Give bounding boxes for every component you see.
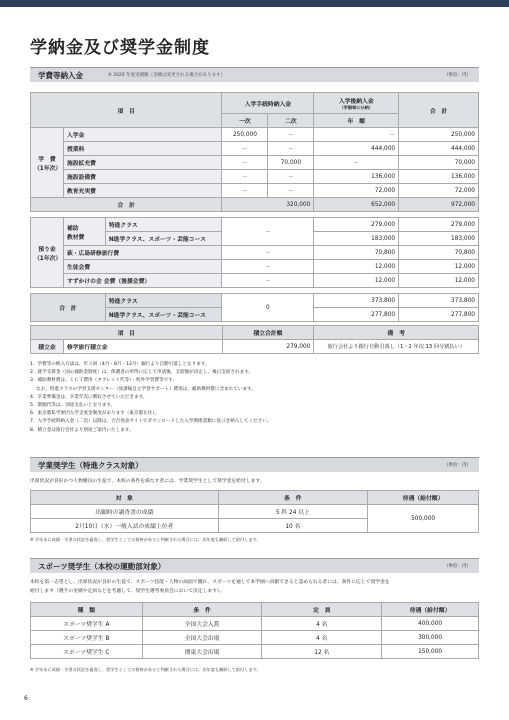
table-row: 学 費 （1年次） 入学金 250,000 － － 250,000 xyxy=(31,128,479,142)
page-number: 6 xyxy=(24,695,28,702)
reserve-table: 項 目 積立合計額 備 考 積立金 修学旅行積立金 279,000 旅行会社より銀行自動引落し（1・2 年次 13 回分割払い） xyxy=(30,325,479,354)
fees-table xyxy=(30,92,479,322)
academic-table: 対 象 条 件 待遇（給付額） 出願時の調査書の成績 5 科 24 以上 500,000 2月10日（水）一般入試の成績上位者 10 名 xyxy=(30,490,479,533)
table-row: 積立金 修学旅行積立金 279,000 旅行会社より銀行自動引落し（1・2 年次 13 回分割払い） xyxy=(31,340,479,354)
table-row: 施設拡充費 － 70,000 － 70,000 xyxy=(31,156,479,170)
fees-header-after: 入学後納入金 （学期毎に分納） xyxy=(314,93,399,114)
table-row: N進学クラス、スポーツ・芸能コース 183,000 183,000 xyxy=(31,232,479,246)
fees-section-header xyxy=(30,67,479,82)
table-row: 萩・広島研修旅行費 － 70,800 70,800 xyxy=(31,246,479,260)
fees-header-second: 二次 xyxy=(268,114,314,128)
deposit-group-label: 預り金 （1年次） xyxy=(31,218,64,288)
table-row: 授業料 － － 444,000 444,000 xyxy=(31,142,479,156)
sports-intro: 本校を第一志望とし、出席状況が良好の生徒で、スポーツ技能・人物の両面で優れ、スポーツを通して本学園へ貢献できると認められる者には、条件に応じて奨学金を 給付します（選手の実績や定員などを考慮して、奨学生選考委員会において決定します）。 xyxy=(30,580,390,594)
top-color-bar xyxy=(0,0,509,7)
table-row: 2月10日（水）一般入試の成績上位者 10 名 xyxy=(31,519,479,533)
academic-section-header: 学業奨学生（特進クラス対象） （単位：円） xyxy=(30,457,479,472)
fees-unit: （単位：円） xyxy=(444,73,471,78)
table-row: 預り金 （1年次） 補助 教材費 特進クラス － 279,000 279,000 xyxy=(31,218,479,232)
table-row: すずかけの会 会費（後援会費） － 12,000 12,000 xyxy=(31,274,479,288)
table-row: スポーツ奨学生 B 全国大会出場 4 名 300,000 xyxy=(31,631,479,645)
table-row: スポーツ奨学生 A 全国大会入賞 4 名 400,000 xyxy=(31,617,479,631)
table-row: スポーツ奨学生 C 関東大会出場 12 名 150,000 xyxy=(31,645,479,659)
fees-header-annual: 年 額 xyxy=(314,114,399,128)
sports-section-header: スポーツ奨学生（本校の運動部対象） （単位：円） xyxy=(30,558,479,573)
grand-total-row: 合 計 特進クラス 0 373,800 373,800 xyxy=(31,294,479,308)
table-row: 教育充実費 － － 72,000 72,000 xyxy=(31,184,479,198)
sports-table: 種 類 条 件 定 員 待遇（給付額） スポーツ奨学生 A 全国大会入賞 4 名 400,000 スポーツ奨学生 B 全国大会出場 4 名 300,000 スポーツ奨学生 C 関東大会出場 12 名 150,000 xyxy=(30,602,479,659)
sports-footnote: ※ 学年末に成績・学習の状況を審査し、奨学生としての資格があると判断された場合には、次年度も継続して給付します。 xyxy=(30,667,261,672)
fee-notes: 1．学費等の納入方法は、年３回（4月・8月・12月）銀行より自動引落しとなります。 2．就学支援金（国の補助金制度）は、保護者の所得に応じて申請後、支給額が決定し、後日支給されます。 3．補助教材費は、ＩＣＴ費用（タブレット代等）・校外学習費等です。 なお、特進クラスの学習支援センター（放課後自主学習サポート）費用は、補助教材費に含まれています。 4．卒業準備金は、卒業年次に徴収させていただきます。 5．制服代等は、別途支払いとなります。 6．東京都私学財団入学支度金制度があります（東京都在住）。 7．入学手続時納入金（二次）以降は、合否発表サイトでダウンロードした入学関係書類に基づき納入してください。 8．積立金は旅行会社より別途ご案内いたします。 xyxy=(30,362,272,433)
fees-header-total: 合 計 xyxy=(399,93,479,128)
page-title: 学納金及び奨学金制度 xyxy=(30,38,210,58)
fees-header-first: 一次 xyxy=(222,114,268,128)
subtotal-row: 合 計 320,000 652,000 972,000 xyxy=(31,198,479,212)
fees-header-item: 項 目 xyxy=(31,93,222,128)
grand-total-row: N進学クラス、スポーツ・芸能コース 277,800 277,800 xyxy=(31,308,479,322)
table-row: 出願時の調査書の成績 5 科 24 以上 500,000 xyxy=(31,505,479,519)
tuition-group-label: 学 費 （1年次） xyxy=(31,128,64,198)
fees-heading: 学費等納入金 xyxy=(38,71,83,80)
academic-intro: 出席状況が良好かつ人物優良の生徒で、本校の条件を満たす者には、学業奨学生として奨学金を給付します。 xyxy=(30,479,265,484)
academic-footnote: ※ 学年末に成績・学習の状況を審査し、奨学生としての資格があると判断された場合には、次年度も継続して給付します。 xyxy=(30,537,261,542)
table-row: 生徒会費 － 12,000 12,000 xyxy=(31,260,479,274)
fees-header-admission: 入学手続時納入金 xyxy=(222,93,314,114)
table-row: 施設設備費 － － 136,000 136,000 xyxy=(31,170,479,184)
fees-note: ※ 2020 年度実績額（金額は変更される場合があります） xyxy=(108,73,226,78)
